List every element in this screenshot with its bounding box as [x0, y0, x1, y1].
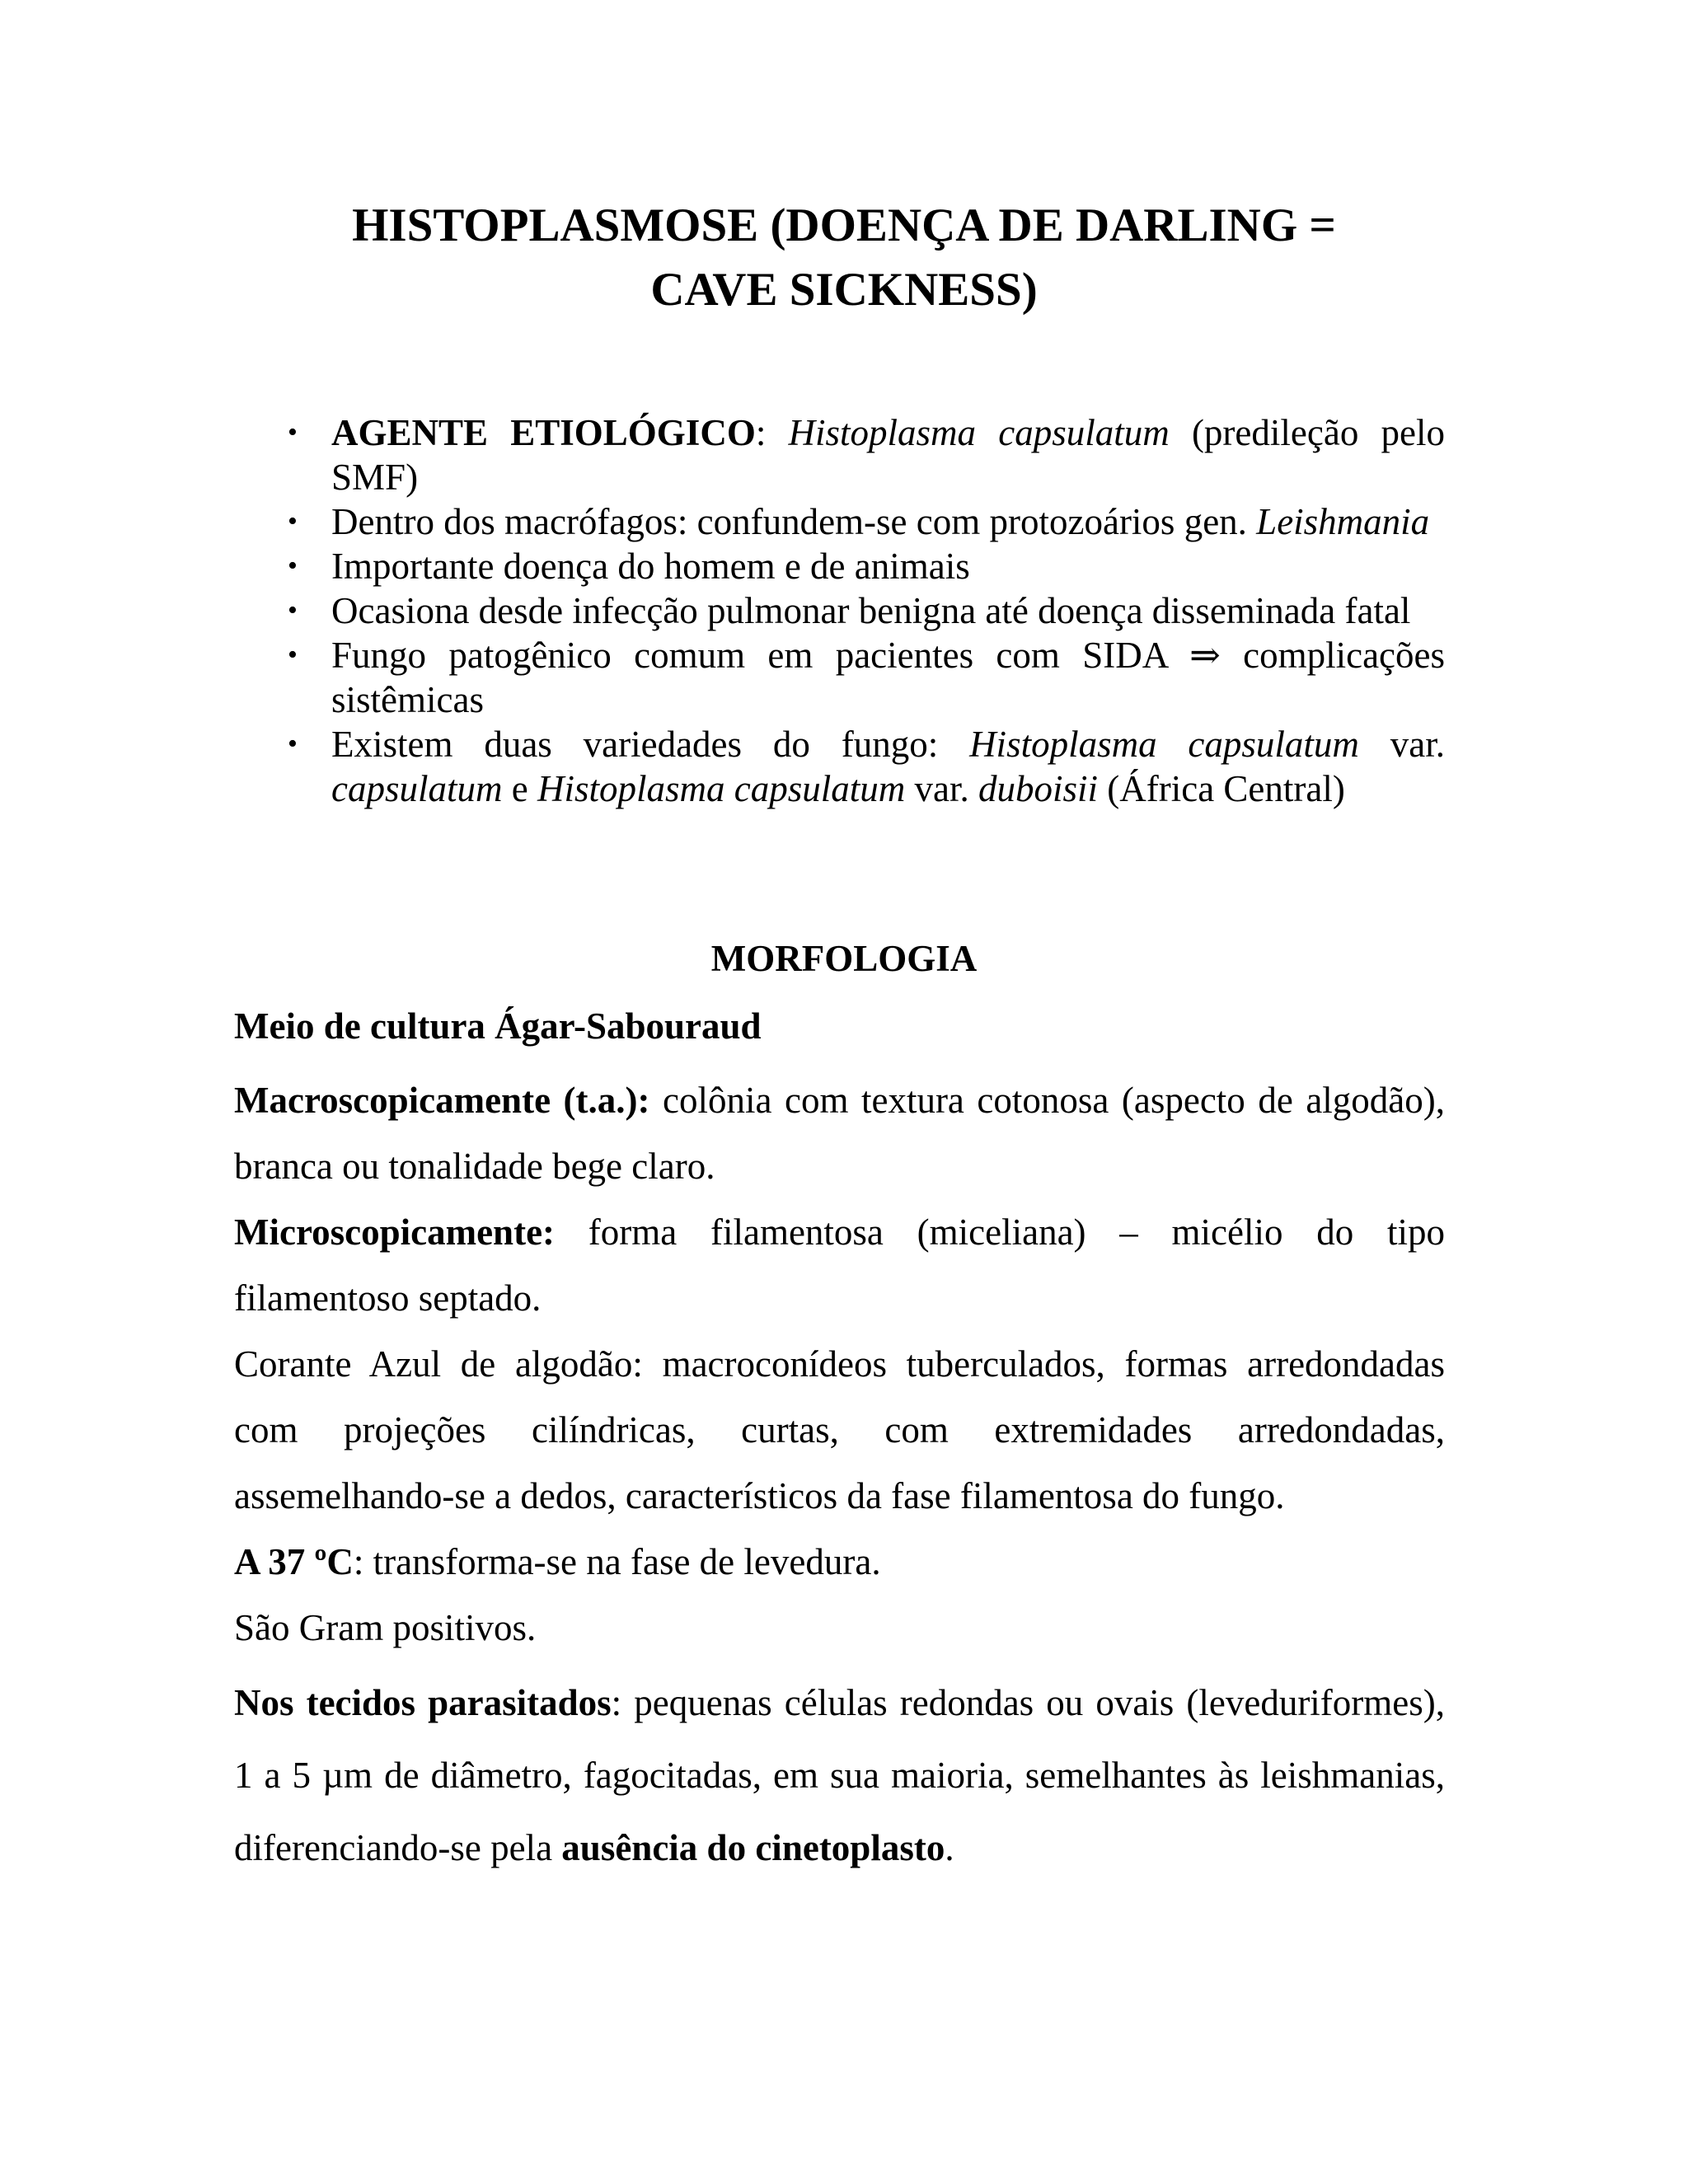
list-item: • Existem duas variedades do fungo: Histoplasma capsulatum var. capsulatum e Histoplasma capsulatum var. duboisii (África Central): [0, 722, 1445, 811]
list-item: • Dentro dos macrófagos: confundem-se com protozoários gen. Leishmania: [0, 499, 1445, 544]
gram-paragraph: São Gram positivos.: [234, 1607, 537, 1648]
bullet-icon: •: [288, 729, 298, 759]
microscopic-paragraph: Microscopicamente: forma filamentosa (miceliana) – micélio do tipo filamentoso septado.: [234, 1212, 1445, 1319]
bullet-icon: •: [288, 551, 298, 581]
temperature-paragraph: A 37 ºC: transforma-se na fase de levedura.: [234, 1541, 881, 1582]
list-item: • Ocasiona desde infecção pulmonar benigna até doença disseminada fatal: [0, 588, 1445, 633]
tissues-paragraph: Nos tecidos parasitados: pequenas células redondas ou ovais (leveduriformes), 1 a 5 µm de diâmetro, fagocitadas, em sua maioria, semelhantes às leishmanias, diferenciando-se pela ausência do cinetoplasto.: [234, 1682, 1445, 1868]
bullet-icon: •: [288, 417, 298, 448]
list-item: • AGENTE ETIOLÓGICO: Histoplasma capsulatum (predileção pelo SMF): [0, 410, 1445, 499]
macroscopic-paragraph: Macroscopicamente (t.a.): colônia com textura cotonosa (aspecto de algodão), branca ou tonalidade bege claro.: [234, 1080, 1445, 1187]
section-heading-morfologia: MORFOLOGIA: [710, 938, 978, 979]
list-item: • Importante doença do homem e de animais: [0, 544, 1445, 588]
list-item: • Fungo patogênico comum em pacientes com SIDA ⇒ complicações sistêmicas: [0, 633, 1445, 722]
bullet-icon: •: [288, 506, 298, 537]
title-line-1: HISTOPLASMOSE (DOENÇA DE DARLING =: [352, 199, 1336, 251]
page-title: [0, 194, 1688, 322]
bullet-icon: •: [288, 640, 298, 670]
stain-paragraph: Corante Azul de algodão: macroconídeos tuberculados, formas arredondadas com projeções cilíndricas, curtas, com extremidades arredondadas, assemelhando-se a dedos, característicos da fase filamentosa do fungo.: [234, 1343, 1445, 1516]
culture-medium-heading: Meio de cultura Ágar-Sabouraud: [234, 1005, 762, 1047]
title-line-2: CAVE SICKNESS): [650, 264, 1038, 316]
bullet-list: [0, 410, 1688, 811]
bullet-icon: •: [288, 595, 298, 626]
